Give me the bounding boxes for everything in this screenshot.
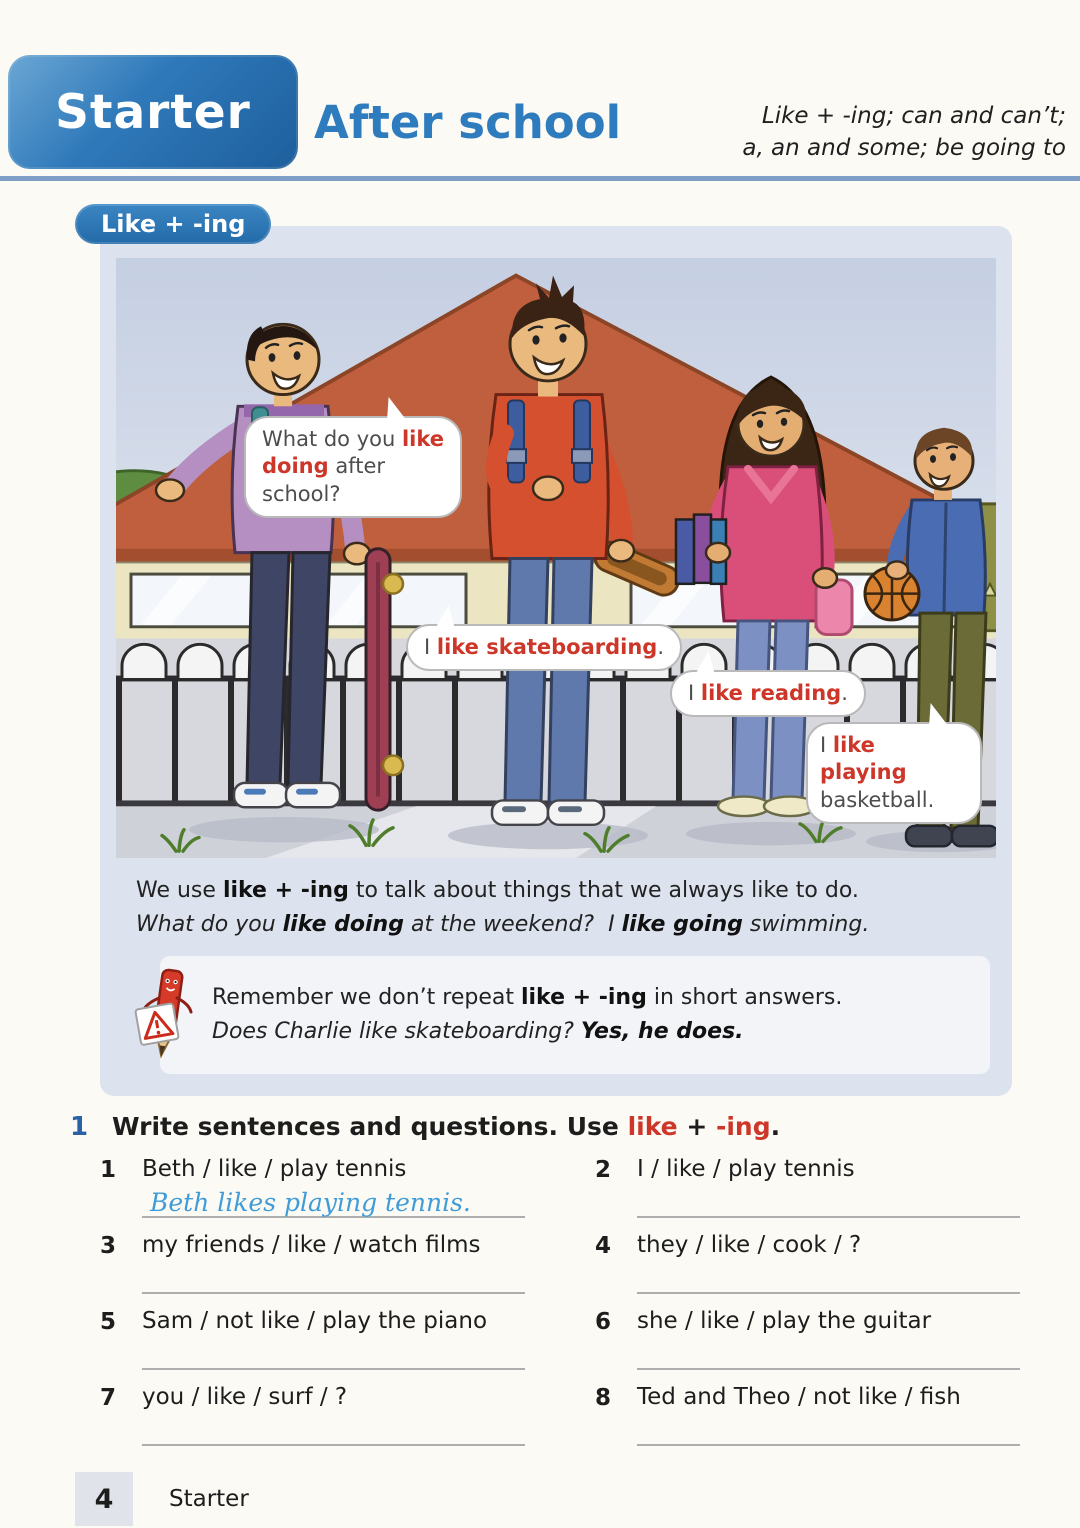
unit-badge xyxy=(8,55,298,169)
item-answer-line xyxy=(142,1258,525,1294)
grammar-explanation xyxy=(136,874,978,942)
page-number: 4 xyxy=(94,1483,114,1515)
note-bold: like + -ing xyxy=(520,985,647,1011)
bubble-text: after school? xyxy=(262,454,385,506)
bubble-highlight: like skateboarding xyxy=(436,635,658,659)
item-prompt: she / like / play the guitar xyxy=(637,1308,932,1335)
explanation-bold: like doing xyxy=(282,912,404,938)
chapter-name: Starter xyxy=(169,1486,249,1513)
exercise-item-1 xyxy=(100,1156,525,1218)
note-answer: Yes, he does. xyxy=(580,1019,744,1045)
lesson-section xyxy=(0,204,1080,1096)
bubble-highlight: like reading xyxy=(700,681,842,705)
after-school-illustration xyxy=(116,258,996,858)
header-divider xyxy=(0,176,1080,181)
item-prompt: Beth / like / play tennis xyxy=(142,1156,407,1183)
explanation-text: at the weekend? I xyxy=(403,912,622,938)
bubble-text: I xyxy=(688,681,701,705)
item-number: 2 xyxy=(595,1157,612,1184)
exercise-title xyxy=(112,1112,780,1141)
exercise-number: 1 xyxy=(70,1112,89,1143)
item-body xyxy=(637,1384,1020,1446)
item-number: 6 xyxy=(595,1309,612,1336)
note-line2 xyxy=(212,1015,842,1049)
exercise-item-3 xyxy=(100,1232,525,1294)
explanation-text: swimming. xyxy=(742,912,870,938)
item-prompt: I / like / play tennis xyxy=(637,1156,855,1183)
page-footer xyxy=(75,1472,1080,1526)
grammar-topics-line2: a, an and some; be going to xyxy=(742,135,1066,162)
lesson-panel xyxy=(100,226,1012,1096)
note-line1 xyxy=(212,981,842,1015)
item-body xyxy=(142,1156,525,1218)
item-answer-line xyxy=(142,1334,525,1370)
exercise-item-4 xyxy=(595,1232,1020,1294)
item-answer-line xyxy=(142,1410,525,1446)
item-answer-line xyxy=(142,1182,525,1218)
note-text: Remember we don’t repeat xyxy=(212,985,521,1011)
item-prompt: Ted and Theo / not like / fish xyxy=(637,1384,961,1411)
exercise-title-dot: . xyxy=(770,1112,781,1142)
item-body xyxy=(637,1232,1020,1294)
explanation-text: What do you xyxy=(136,912,283,938)
section-tag xyxy=(75,204,271,244)
item-body xyxy=(142,1232,525,1294)
handwritten-answer: Beth likes playing tennis. xyxy=(150,1187,471,1217)
speech-bubble-reading xyxy=(670,670,866,717)
speech-bubble-question xyxy=(244,416,462,518)
page-title: After school xyxy=(314,96,622,149)
unit-badge-label: Starter xyxy=(55,84,251,140)
remember-note-text xyxy=(212,981,842,1049)
bubble-text: What do you xyxy=(262,427,402,451)
bubble-text: . xyxy=(841,681,848,705)
exercise-item-5 xyxy=(100,1308,525,1370)
item-number: 8 xyxy=(595,1385,612,1412)
exercise-title-plus: + xyxy=(677,1112,716,1142)
item-prompt: Sam / not like / play the piano xyxy=(142,1308,488,1335)
item-prompt: my friends / like / watch films xyxy=(142,1232,481,1259)
exercise-title-text: Write sentences and questions. Use xyxy=(112,1112,628,1142)
explanation-text: We use xyxy=(136,878,223,903)
bubble-text: I xyxy=(820,733,833,757)
item-number: 3 xyxy=(100,1233,117,1260)
item-number: 4 xyxy=(595,1233,612,1260)
bubble-text: . xyxy=(657,635,665,659)
speech-bubble-basketball xyxy=(806,722,982,824)
exercise-title-ing: -ing xyxy=(715,1112,771,1142)
item-answer-line xyxy=(637,1258,1020,1294)
item-body xyxy=(142,1384,525,1446)
note-text: in short answers. xyxy=(646,985,843,1011)
item-body xyxy=(637,1308,1020,1370)
item-number: 7 xyxy=(100,1385,117,1412)
item-answer-line xyxy=(637,1182,1020,1218)
exercise-1 xyxy=(70,1112,1020,1446)
section-tag-label: Like + -ing xyxy=(101,210,246,238)
exercise-item-8 xyxy=(595,1384,1020,1446)
exercise-heading xyxy=(70,1112,1020,1142)
exercise-items-grid xyxy=(100,1156,1020,1446)
exercise-item-2 xyxy=(595,1156,1020,1218)
item-number: 5 xyxy=(100,1309,117,1336)
item-answer-line xyxy=(637,1410,1020,1446)
item-answer-line xyxy=(637,1334,1020,1370)
explanation-bold: like + -ing xyxy=(222,878,349,903)
bubble-highlight: like playing xyxy=(820,733,907,785)
note-example: Does Charlie like skateboarding? xyxy=(212,1019,581,1045)
bubble-highlight: like doing xyxy=(262,427,445,479)
item-prompt: you / like / surf / ? xyxy=(142,1384,348,1411)
warning-pencil-icon xyxy=(130,966,202,1064)
item-body xyxy=(637,1156,1020,1218)
exercise-item-6 xyxy=(595,1308,1020,1370)
exercise-item-7 xyxy=(100,1384,525,1446)
bubble-text: I xyxy=(424,635,437,659)
remember-note xyxy=(160,956,990,1074)
page-number-box xyxy=(75,1472,133,1526)
speech-bubble-skateboarding xyxy=(406,624,682,671)
grammar-topics xyxy=(742,100,1066,164)
explanation-example xyxy=(136,912,869,937)
item-number: 1 xyxy=(100,1157,117,1184)
bubble-text: basketball. xyxy=(820,787,935,812)
explanation-text: to talk about things that we always like to do. xyxy=(348,878,859,903)
item-prompt: they / like / cook / ? xyxy=(637,1232,862,1259)
item-body xyxy=(142,1308,525,1370)
grammar-topics-line1: Like + -ing; can and can’t; xyxy=(761,103,1066,129)
explanation-bold: like going xyxy=(621,912,743,938)
page-header xyxy=(0,0,1080,182)
exercise-title-like: like xyxy=(627,1112,678,1142)
